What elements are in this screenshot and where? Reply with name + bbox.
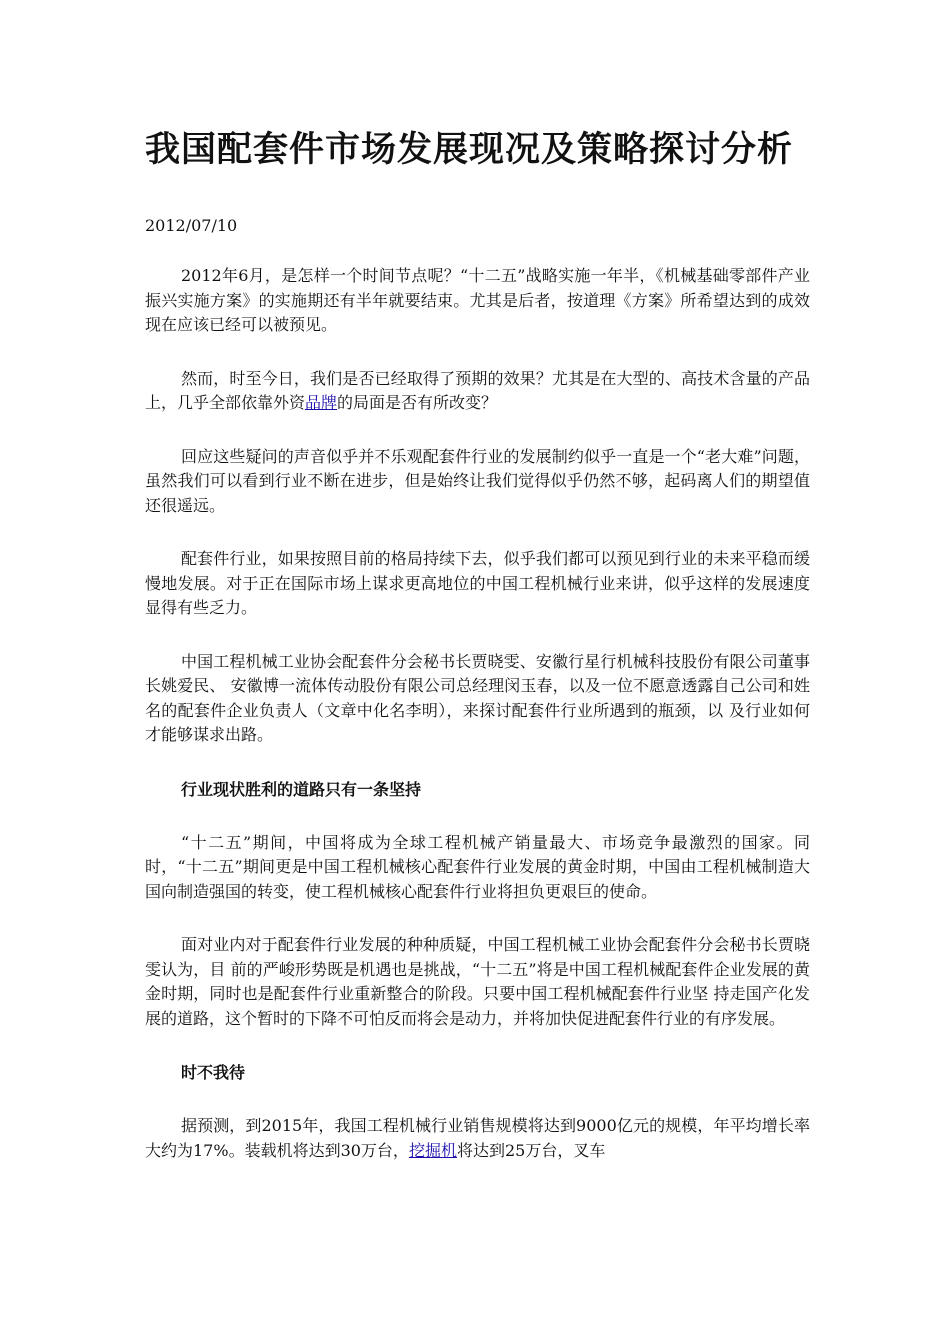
paragraph-1: 2012年6月，是怎样一个时间节点呢？“十二五”战略实施一年半，《机械基础零部件产业振兴实施方案》的实施期还有半年就要结束。尤其是后者，按道理《方案》所希望达到的成效现在应该已经可以被预见。 <box>145 266 810 334</box>
paragraph-6: “十二五”期间，中国将成为全球工程机械产销量最大、市场竞争最激烈的国家。同时，“十二五”期间更是中国工程机械核心配套件行业发展的黄金时期，中国由工程机械制造大国向制造强国的转变，使工程机械核心配套件行业将担负更艰巨的使命。 <box>145 832 810 901</box>
paragraph-4: 配套件行业，如果按照目前的格局持续下去，似乎我们都可以预见到行业的未来平稳而缓慢地发展。对于正在国际市场上谋求更高地位的中国工程机械行业来讲，似乎这样的发展速度显得有些乏力。 <box>145 549 810 617</box>
article <box>145 128 810 1163</box>
paragraph-7: 面对业内对于配套件行业发展的种种质疑，中国工程机械工业协会配套件分会秘书长贾晓雯认为，目 前的严峻形势既是机遇也是挑战，“十二五”将是中国工程机械配套件企业发展的黄金时期，同时也是配套件行业重新整合的阶段。只要中国工程机械配套件行业坚 持走国产化发展的道路，这个暂时的下降不可怕反而将会是动力，并将加快促进配套件行业的有序发展。 <box>145 935 810 1028</box>
paragraph-2 <box>145 367 810 416</box>
paragraph-5: 中国工程机械工业协会配套件分会秘书长贾晓雯、安徽行星行机械科技股份有限公司董事长姚爱民、 安徽博一流体传动股份有限公司总经理闵玉春，以及一位不愿意透露自己公司和姓名的配套件企业负责人（文章中化名李明），来探讨配套件行业所遇到的瓶颈，以 及行业如何才能够谋求出路。 <box>145 651 810 744</box>
paragraph-2-text-b: 的局面是否有所改变？ <box>337 393 498 412</box>
excavator-link[interactable]: 挖掘机 <box>408 1140 457 1160</box>
paragraph-8-text-a: 据预测，到2015年，我国工程机械行业销售规模将达到9000亿元的规模，年平均增长率大约为17%。装载机将达到30万台， <box>145 1116 810 1160</box>
article-title: 我国配套件市场发展现况及策略探讨分析 <box>145 130 794 170</box>
brand-link[interactable]: 品牌 <box>305 393 338 412</box>
paragraph-3: 回应这些疑问的声音似乎并不乐观配套件行业的发展制约似乎一直是一个“老大难”问题，虽然我们可以看到行业不断在进步，但是始终让我们觉得似乎仍然不够，起码离人们的期望值还很遥远。 <box>145 446 810 515</box>
paragraph-8-text-b: 将达到25万台，叉车 <box>456 1140 606 1160</box>
paragraph-2-text-a: 然而，时至今日，我们是否已经取得了预期的效果？尤其是在大型的、高技术含量的产品上，几乎全部依靠外资 <box>145 368 810 412</box>
paragraph-8 <box>145 1114 810 1163</box>
publish-date: 2012/07/10 <box>145 216 238 235</box>
section-heading-urgency: 时不我待 <box>181 1063 246 1082</box>
section-heading-status: 行业现状胜利的道路只有一条坚持 <box>181 779 422 799</box>
